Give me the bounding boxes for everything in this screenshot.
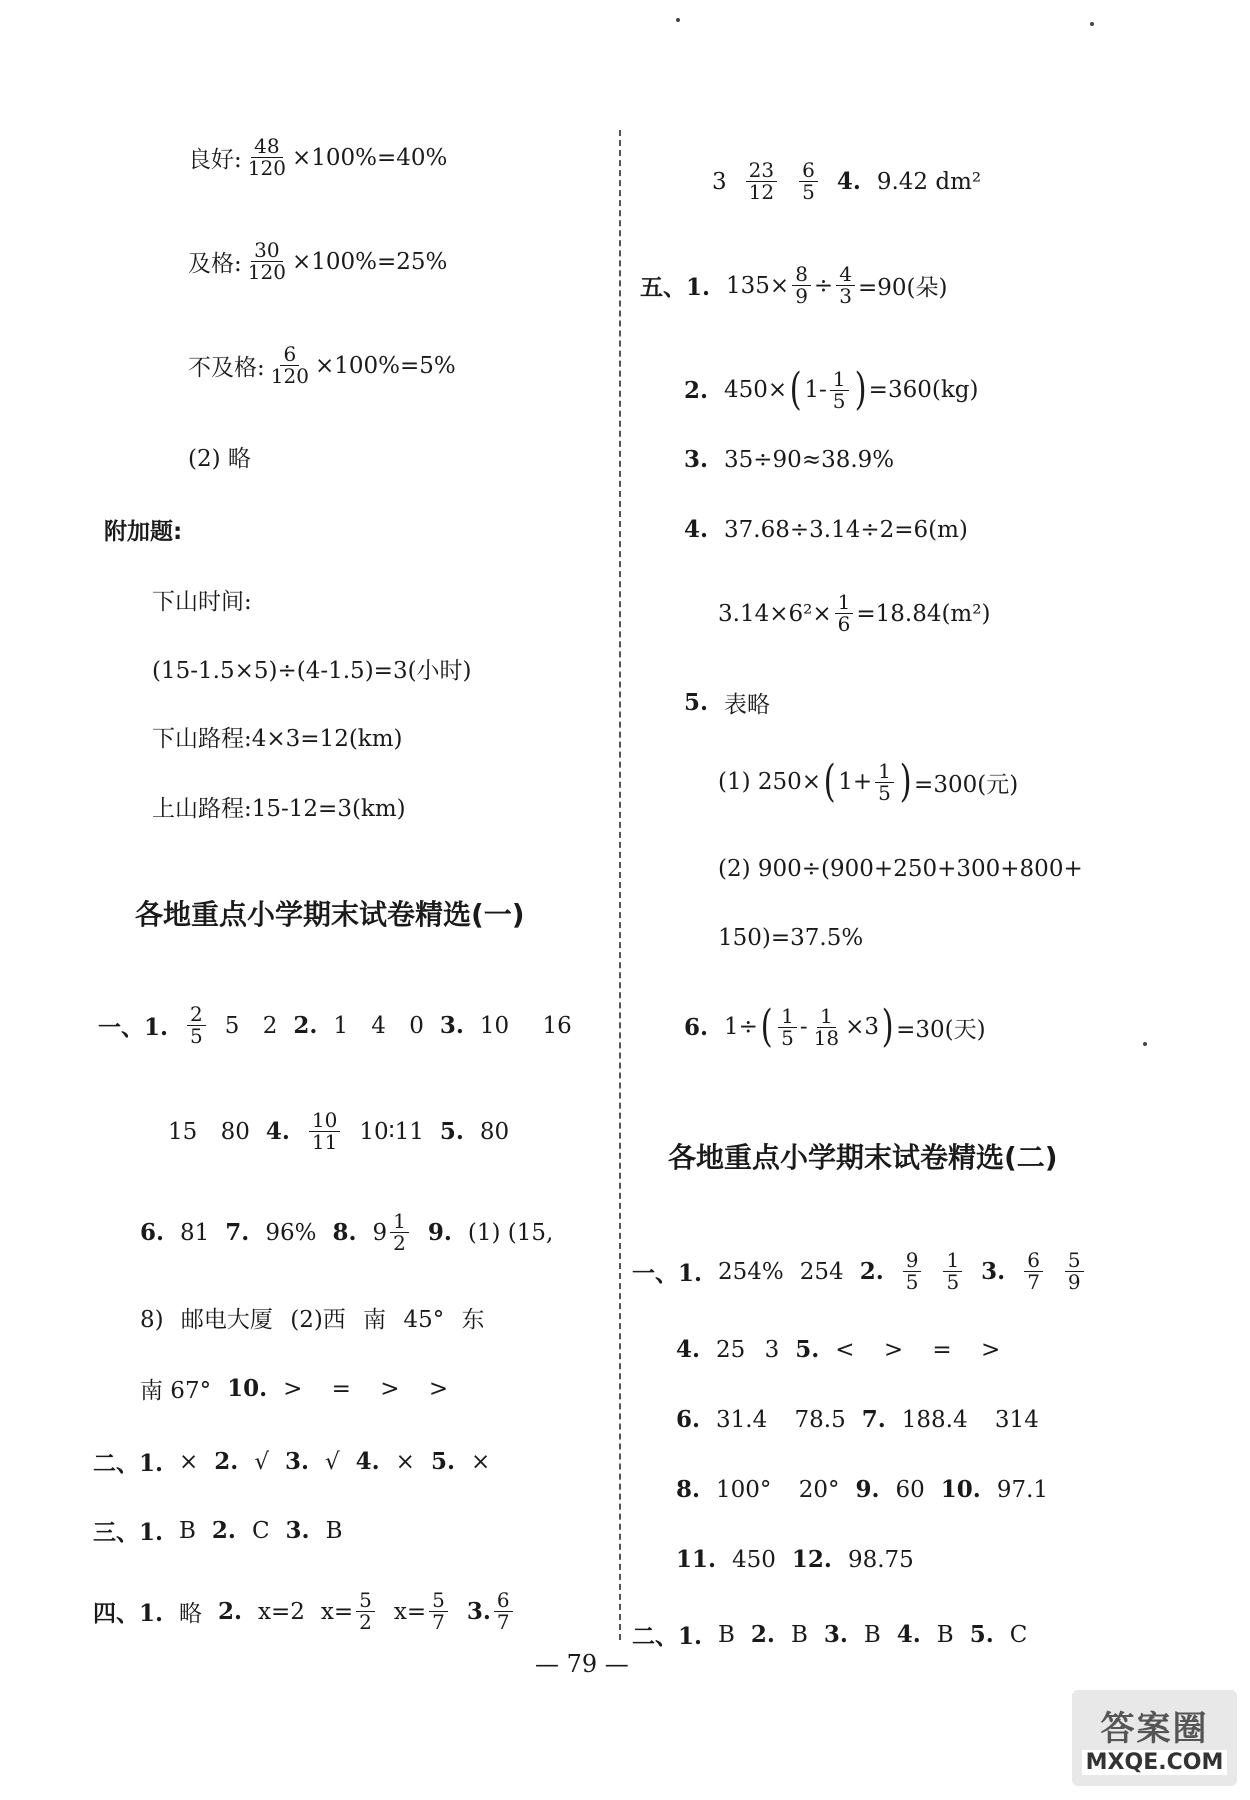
s1-line-4: 8) 邮电大厦 (2)西 南 45° 东 bbox=[140, 1307, 485, 1333]
s1-line-3: 6. 81 7. 96% 8. 9 $\frac{1}{2}$ 9. (1) (15, bbox=[140, 1209, 554, 1255]
down-distance: 下山路程:4×3=12(km) bbox=[152, 726, 403, 752]
column-divider bbox=[619, 130, 621, 1640]
fraction: $\frac{9}{5}$ bbox=[903, 1250, 922, 1293]
fraction: $\frac{1}{5}$ bbox=[778, 1006, 797, 1049]
fraction: $\frac{5}{9}$ bbox=[1065, 1250, 1084, 1293]
fraction: $\frac{23}{12}$ bbox=[746, 160, 777, 203]
scan-speck bbox=[676, 18, 680, 22]
r-line-7: 5. 表略 bbox=[684, 689, 771, 718]
fraction: $\frac{2}{5}$ bbox=[187, 1004, 206, 1047]
fail-line: 不及格: $\frac{6}{120}$ ×100%=5% bbox=[188, 342, 456, 388]
down-time-expr: (15-1.5×5)÷(4-1.5)=3(小时) bbox=[152, 658, 472, 684]
fraction: $\frac{1}{5}$ bbox=[943, 1250, 962, 1293]
fraction: $\frac{1}{6}$ bbox=[835, 592, 854, 635]
fraction: $\frac{5}{2}$ bbox=[356, 1590, 375, 1633]
r-line-8: (1) 250× ( 1+ $\frac{1}{5}$ ) =300(元) bbox=[718, 756, 1019, 807]
r-line-6: 3.14×6²× $\frac{1}{6}$ =18.84(m²) bbox=[718, 590, 991, 636]
s1-line-8: 四、1. 略 2. x=2 x= $\frac{5}{2}$ x= $\frac{5}{7}$ 3. $\frac{6}{7}$ bbox=[93, 1590, 516, 1633]
s1-line-1: 一、1. $\frac{2}{5}$ 5 2 2. 1 4 0 3. 10 16 bbox=[98, 1002, 572, 1048]
fraction: $\frac{1}{2}$ bbox=[390, 1211, 409, 1254]
r-line-5: 4. 37.68÷3.14÷2=6(m) bbox=[684, 516, 968, 543]
fraction: $\frac{1}{18}$ bbox=[813, 1003, 840, 1050]
scan-speck bbox=[1090, 22, 1094, 26]
r-line-16: 11. 450 12. 98.75 bbox=[676, 1546, 914, 1573]
fraction: $\frac{10}{11}$ bbox=[309, 1110, 340, 1153]
fraction: $\frac{8}{9}$ bbox=[792, 264, 811, 307]
fraction: $\frac{6}{7}$ bbox=[1024, 1250, 1043, 1293]
fraction: $\frac{6}{7}$ bbox=[494, 1590, 513, 1633]
r-line-17: 二、1. B 2. B 3. B 4. B 5. C bbox=[632, 1621, 1028, 1650]
section-2-title: 各地重点小学期末试卷精选(二) bbox=[668, 1141, 1058, 1174]
s1-line-6: 二、1. × 2. √ 3. √ 4. × 5. × bbox=[93, 1448, 491, 1477]
r-line-15: 8. 100° 20° 9. 60 10. 97.1 bbox=[676, 1476, 1049, 1503]
fraction: $\frac{1}{5}$ bbox=[830, 369, 849, 412]
r-line-1: 3 $\frac{23}{12}$ $\frac{6}{5}$ 4. 9.42 dm² bbox=[712, 158, 982, 204]
r-line-13: 4. 25 3 5. < > = > bbox=[676, 1336, 1001, 1363]
good-fraction: $\frac{48}{120}$ bbox=[247, 134, 286, 180]
r-line-12: 一、1. 254% 254 2. $\frac{9}{5}$ $\frac{1}{5}$ 3. $\frac{6}{7}$ $\frac{5}{9}$ bbox=[632, 1250, 1087, 1293]
r-line-14: 6. 31.4 78.5 7. 188.4 314 bbox=[676, 1406, 1039, 1433]
scan-speck bbox=[1143, 1042, 1147, 1046]
r-line-9: (2) 900÷(900+250+300+800+ bbox=[718, 856, 1083, 882]
fraction: $\frac{5}{7}$ bbox=[429, 1590, 448, 1633]
section-1-title: 各地重点小学期末试卷精选(一) bbox=[135, 898, 525, 931]
r-line-10: 150)=37.5% bbox=[718, 925, 864, 951]
pass-line: 及格: $\frac{30}{120}$ ×100%=25% bbox=[188, 238, 448, 284]
s1-line-7: 三、1. B 2. C 3. B bbox=[93, 1517, 343, 1546]
watermark-logo: 答案圈 MXQE.COM bbox=[1072, 1690, 1237, 1786]
r-line-2: 五、1. 135× $\frac{8}{9}$ ÷ $\frac{4}{3}$ =90(朵) bbox=[640, 262, 948, 308]
item-2-line: (2) 略 bbox=[188, 446, 251, 472]
fraction: $\frac{1}{5}$ bbox=[875, 761, 894, 804]
r-line-11: 6. 1÷ ( $\frac{1}{5}$ - $\frac{1}{18}$ ×3 ) =30(天) bbox=[684, 1001, 986, 1052]
pass-fraction: $\frac{30}{120}$ bbox=[247, 238, 286, 284]
good-line: 良好: $\frac{48}{120}$ ×100%=40% bbox=[188, 134, 448, 180]
page-number: — 79 — bbox=[535, 1650, 629, 1678]
bonus-title: 附加题: bbox=[104, 519, 183, 545]
s1-line-2: 15 80 4. $\frac{10}{11}$ 10∶11 5. 80 bbox=[168, 1108, 510, 1154]
fraction: $\frac{6}{5}$ bbox=[799, 160, 818, 203]
r-line-3: 2. 450× ( 1- $\frac{1}{5}$ ) =360(kg) bbox=[684, 364, 979, 415]
fraction: $\frac{4}{3}$ bbox=[836, 264, 855, 307]
fail-fraction: $\frac{6}{120}$ bbox=[270, 342, 309, 388]
r-line-4: 3. 35÷90≈38.9% bbox=[684, 446, 895, 473]
s1-line-5: 南 67° 10. > = > > bbox=[140, 1375, 449, 1404]
down-time-label: 下山时间: bbox=[152, 589, 252, 615]
up-distance: 上山路程:15-12=3(km) bbox=[152, 796, 406, 822]
